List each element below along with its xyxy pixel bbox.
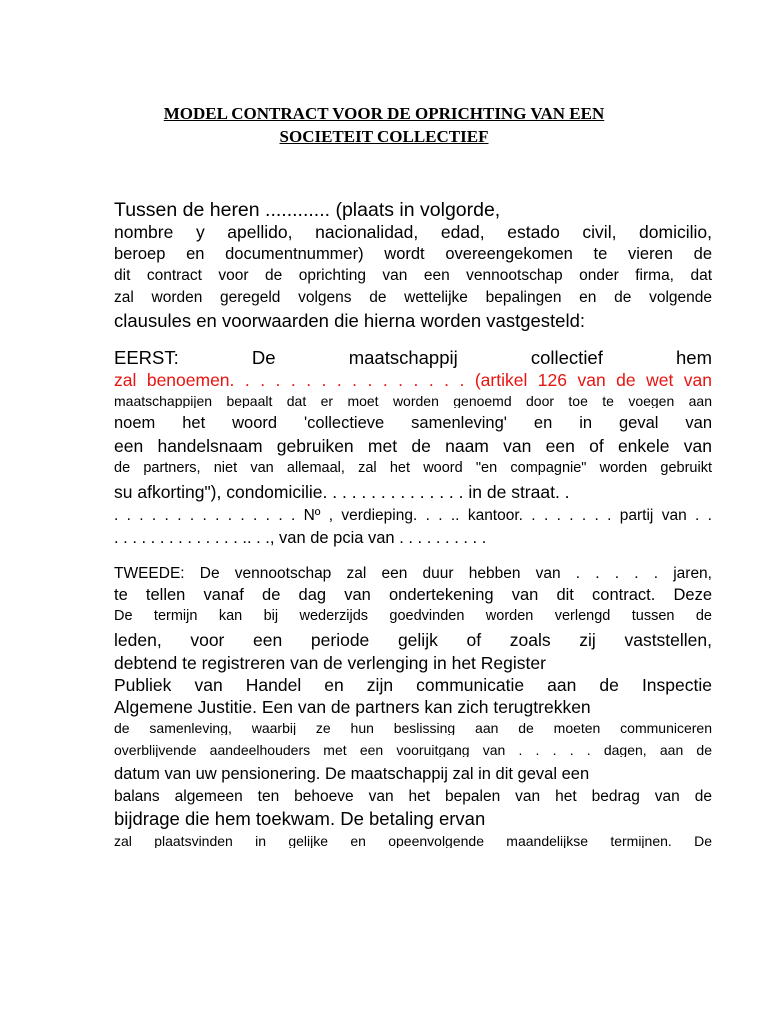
body-line: een handelsnaam gebruiken met de naam van een of enkele van: [114, 438, 712, 456]
body-line: debtend te registreren van de verlenging in het Register: [114, 655, 546, 673]
body-line: overblijvende aandeelhouders met een vooruitgang van . . . . . dagen, aan de: [114, 743, 712, 757]
body-line: balans algemeen ten behoeve van het bepalen van het bedrag van de: [114, 789, 712, 805]
document-title-line-1: MODEL CONTRACT VOOR DE OPRICHTING VAN EEN: [163, 104, 605, 123]
body-line: noem het woord 'collectieve samenleving' en in geval van: [114, 415, 712, 432]
body-line: clausules en voorwaarden die hierna worden vastgesteld:: [114, 312, 586, 331]
document-title-line-2: SOCIETEIT COLLECTIEF: [279, 127, 489, 146]
body-line: EERST: De maatschappij collectief hem: [114, 349, 712, 368]
body-line: . . . . . . . . . . . . . . .. . ., van de pcia van . . . . . . . . . .: [114, 530, 487, 547]
body-line: zal worden geregeld volgens de wettelijke bepalingen en de volgende: [114, 290, 712, 306]
body-line: De termijn kan bij wederzijds goedvinden worden verlengd tussen de: [114, 609, 712, 624]
body-line: te tellen vanaf de dag van ondertekening van dit contract. Deze: [114, 587, 712, 604]
body-line: zal plaatsvinden in gelijke en opeenvolgende maandelijkse termijnen. De: [114, 834, 712, 848]
body-line-highlighted: zal benoemen. . . . . . . . . . . . . . . . (artikel 126 van de wet van: [114, 372, 712, 390]
body-line: . . . . . . . . . . . . . . . Nº , verdieping. . . .. kantoor. . . . . . . . partij van . .: [114, 508, 712, 524]
body-line: TWEEDE: De vennootschap zal een duur hebben van . . . . . jaren,: [114, 566, 712, 582]
body-line: beroep en documentnummer) wordt overeengekomen te vieren de: [114, 246, 712, 263]
body-line: leden, voor een periode gelijk of zoals zij vaststellen,: [114, 632, 712, 650]
body-line: su afkorting"), condomicilie. . . . . . . . . . . . . . . in de straat. .: [114, 484, 570, 502]
body-line: Algemene Justitie. Een van de partners kan zich terugtrekken: [114, 699, 591, 717]
body-line: dit contract voor de oprichting van een vennootschap onder firma, dat: [114, 268, 712, 284]
body-line: Tussen de heren ............ (plaats in volgorde,: [114, 201, 501, 221]
body-line: bijdrage die hem toekwam. De betaling ervan: [114, 810, 486, 829]
body-line: de partners, niet van allemaal, zal het woord "en compagnie" worden gebruikt: [114, 461, 712, 476]
body-line: nombre y apellido, nacionalidad, edad, estado civil, domicilio,: [114, 224, 712, 242]
body-line: Publiek van Handel en zijn communicatie aan de Inspectie: [114, 677, 712, 695]
body-line: maatschappijen bepaalt dat er moet worden genoemd door toe te voegen aan: [114, 394, 712, 408]
body-line: datum van uw pensionering. De maatschappij zal in dit geval een: [114, 766, 590, 783]
body-line: de samenleving, waarbij ze hun beslissing aan de moeten communiceren: [114, 721, 712, 735]
